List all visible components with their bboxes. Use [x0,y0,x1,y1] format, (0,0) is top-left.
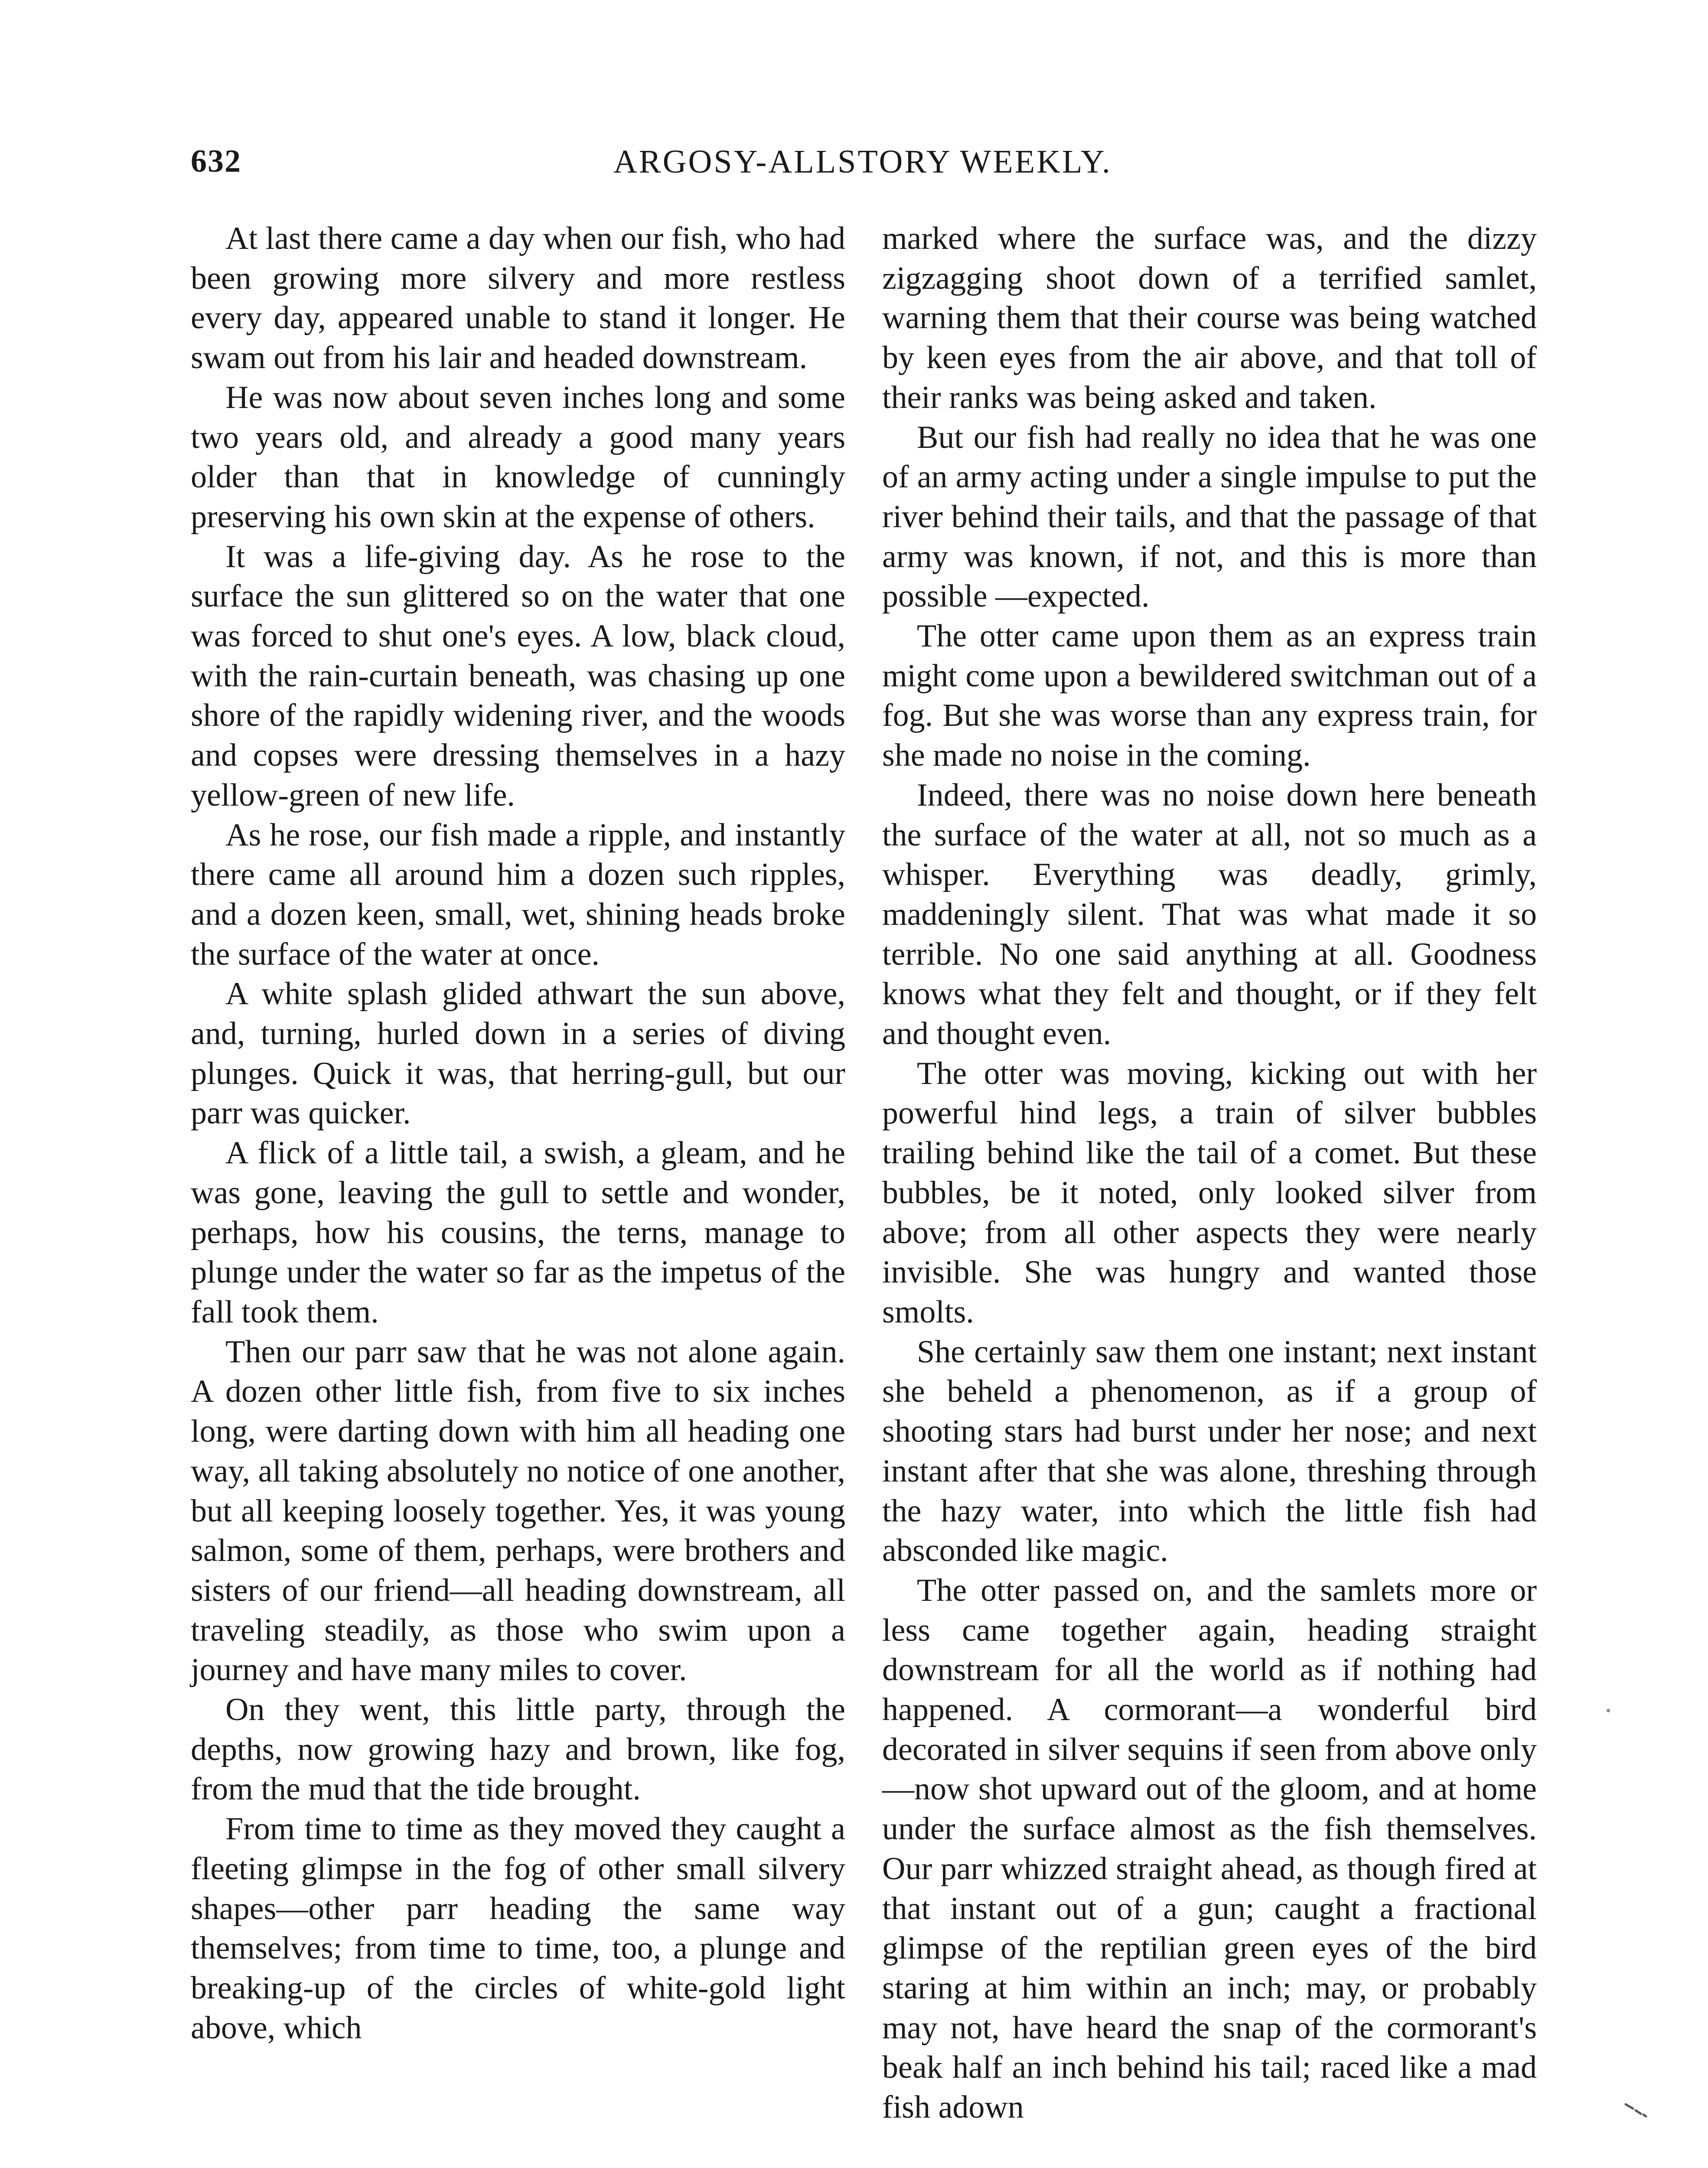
paragraph: The otter came upon them as an express train might come upon a bewildered switchman out of a fog. But she was worse than any express train, for she made no noise in the coming. [882,618,1537,774]
paragraph: She certainly saw them one instant; next instant she beheld a phenomenon, as if a group of shooting stars had burst under her nose; and next instant after that she was alone, threshing through the hazy water, into which the little fish had absconded like magic. [882,1334,1537,1569]
paragraph: The otter passed on, and the samlets more or less came together again, heading straight downstream for all the world as if nothing had happened. A cormorant—a wonderful bird decorated in silver sequins if seen from above only—now shot upward out of the gloom, and at home under the surface almost as the fish themselves. Our parr whizzed straight ahead, as though fired at that instant out of a gun; caught a fractional glimpse of the reptilian green eyes of the bird staring at him within an inch; may, or probably may not, have heard the snap of the cormorant's beak half an inch behind his tail; raced like a mad fish adown [882,1572,1537,2126]
print-dot-mark [1604,1706,1613,1715]
paragraph: From time to time as they moved they caught a fleeting glimpse in the fog of other small silvery shapes—other parr heading the same way themselves; from time to time, too, a plunge and breaking-up of the circles of white-gold light above, which [191,1811,845,2046]
print-speck-mark [1623,2101,1649,2118]
left-column [191,219,845,2048]
right-column [882,219,1537,2128]
paragraph: Then our parr saw that he was not alone again. A dozen other little fish, from five to six inches long, were darting down with him all heading one way, all taking absolutely no notice of one another, but all keeping loosely together. Yes, it was young salmon, some of them, perhaps, were brothers and sisters of our friend—all heading downstream, all traveling steadily, as those who swim upon a journey and have many miles to cover. [191,1334,845,1688]
paragraph: It was a life-giving day. As he rose to the surface the sun glittered so on the water that one was forced to shut one's eyes. A low, black cloud, with the rain-curtain beneath, was chasing up one shore of the rapidly widening river, and the woods and copses were dressing themselves in a hazy yellow-green of new life. [191,539,845,813]
page-header [191,143,1535,195]
paragraph: At last there came a day when our fish, who had been growing more silvery and more restless every day, appeared unable to stand it longer. He swam out from his lair and headed downstream. [191,221,845,376]
paragraph: Indeed, there was no noise down here beneath the surface of the water at all, not so much as a whisper. Everything was deadly, grimly, maddeningly silent. That was what made it so terrible. No one said anything at all. Goodness knows what they felt and thought, or if they felt and thought even. [882,777,1537,1052]
paragraph: He was now about seven inches long and some two years old, and already a good many years older than that in knowledge of cunningly preserving his own skin at the expense of others. [191,379,845,535]
page-number: 632 [191,144,241,179]
paragraph: A flick of a little tail, a swish, a gleam, and he was gone, leaving the gull to settle and wonder, perhaps, how his cousins, the terns, manage to plunge under the water so far as the impetus of the fall took them. [191,1135,845,1330]
paragraph: A white splash glided athwart the sun above, and, turning, hurled down in a series of diving plunges. Quick it was, that herring-gull, but our parr was quicker. [191,976,845,1131]
running-head: ARGOSY-ALLSTORY WEEKLY. [613,144,1112,180]
paragraph: As he rose, our fish made a ripple, and instantly there came all around him a dozen such ripples, and a dozen keen, small, wet, shining heads broke the surface of the water at once. [191,817,845,972]
paragraph: The otter was moving, kicking out with her powerful hind legs, a train of silver bubbles trailing behind like the tail of a comet. But these bubbles, be it noted, only looked silver from above; from all other aspects they were nearly invisible. She was hungry and wanted those smolts. [882,1055,1537,1330]
paragraph: On they went, this little party, through the depths, now growing hazy and brown, like fog, from the mud that the tide brought. [191,1692,845,1807]
paragraph: But our fish had really no idea that he was one of an army acting under a single impulse to put the river behind their tails, and that the passage of that army was known, if not, and this is more than possible —expected. [882,419,1537,614]
paragraph-continued: marked where the surface was, and the dizzy zigzagging shoot down of a terrified samlet, warning them that their course was being watched by keen eyes from the air above, and that toll of their ranks was being asked and taken. [882,221,1537,415]
